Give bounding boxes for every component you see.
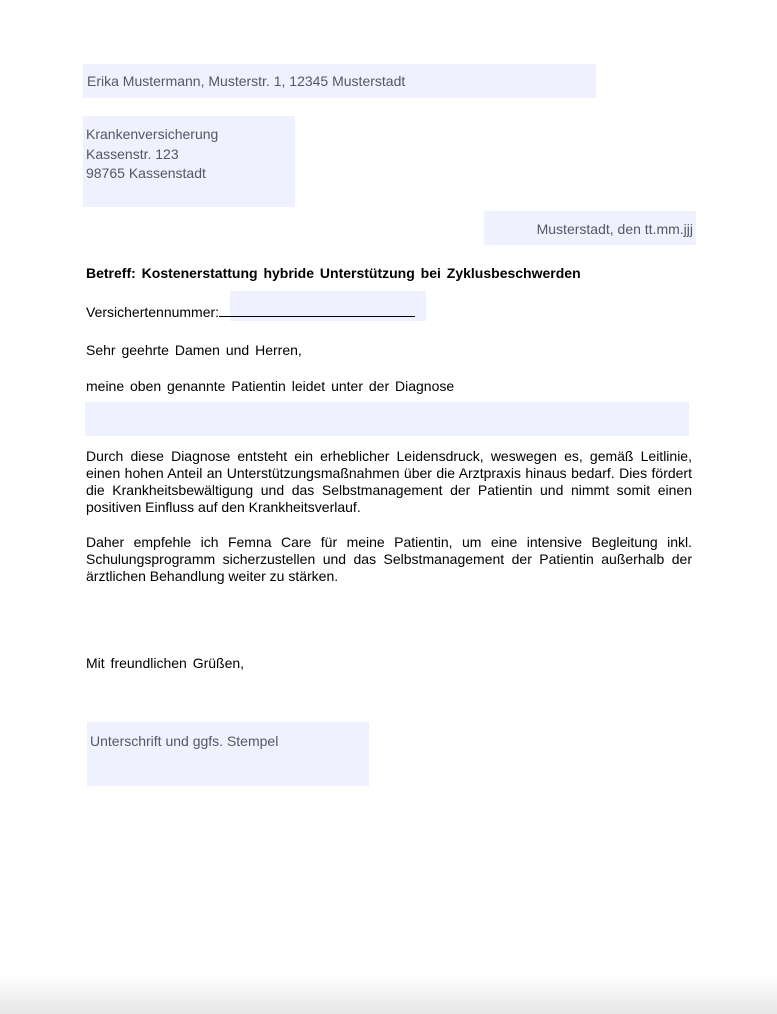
sender-address-field[interactable]: Erika Mustermann, Musterstr. 1, 12345 Musterstadt [83, 64, 596, 98]
insurance-number-label: Versichertennummer: [86, 304, 220, 320]
page-bottom-shadow [0, 974, 777, 1014]
salutation: Sehr geehrte Damen und Herren, [86, 342, 302, 358]
body-paragraph-1: Durch diese Diagnose entsteht ein erheblicher Leidensdruck, weswegen es, gemäß Leitlinie, einen hohen Anteil an Unterstützungsmaßnahmen über die Arztpraxis hinaus bedarf. Dies fördert die Krankheitsbewältigung und das Selbstmanagement der Patientin und nimmt somit einen positiven Einfluss auf den Krankheitsverlauf. [86, 448, 692, 515]
insurance-number-underline [219, 304, 415, 317]
subject-line: Betreff: Kostenerstattung hybride Unterstützung bei Zyklusbeschwerden [86, 265, 581, 281]
intro-sentence: meine oben genannte Patientin leidet unter der Diagnose [86, 378, 455, 394]
closing: Mit freundlichen Grüßen, [86, 655, 245, 671]
recipient-line: Kassenstr. 123 [86, 145, 179, 162]
recipient-address-field[interactable] [83, 116, 295, 207]
date-field[interactable]: Musterstadt, den tt.mm.jjj [484, 211, 696, 245]
recipient-line: Krankenversicherung [86, 126, 219, 142]
signature-field[interactable]: Unterschrift und ggfs. Stempel [87, 722, 369, 786]
insurance-number-row [86, 304, 415, 320]
recipient-line: 98765 Kassenstadt [86, 165, 206, 181]
diagnosis-input[interactable] [85, 402, 689, 436]
body-paragraph-2: Daher empfehle ich Femna Care für meine Patientin, um eine intensive Begleitung inkl. Schulungsprogramm sicherzustellen und das Selbstmanagement der Patientin außerhalb der ärztlichen Behandlung weiter zu stärken. [86, 534, 692, 584]
